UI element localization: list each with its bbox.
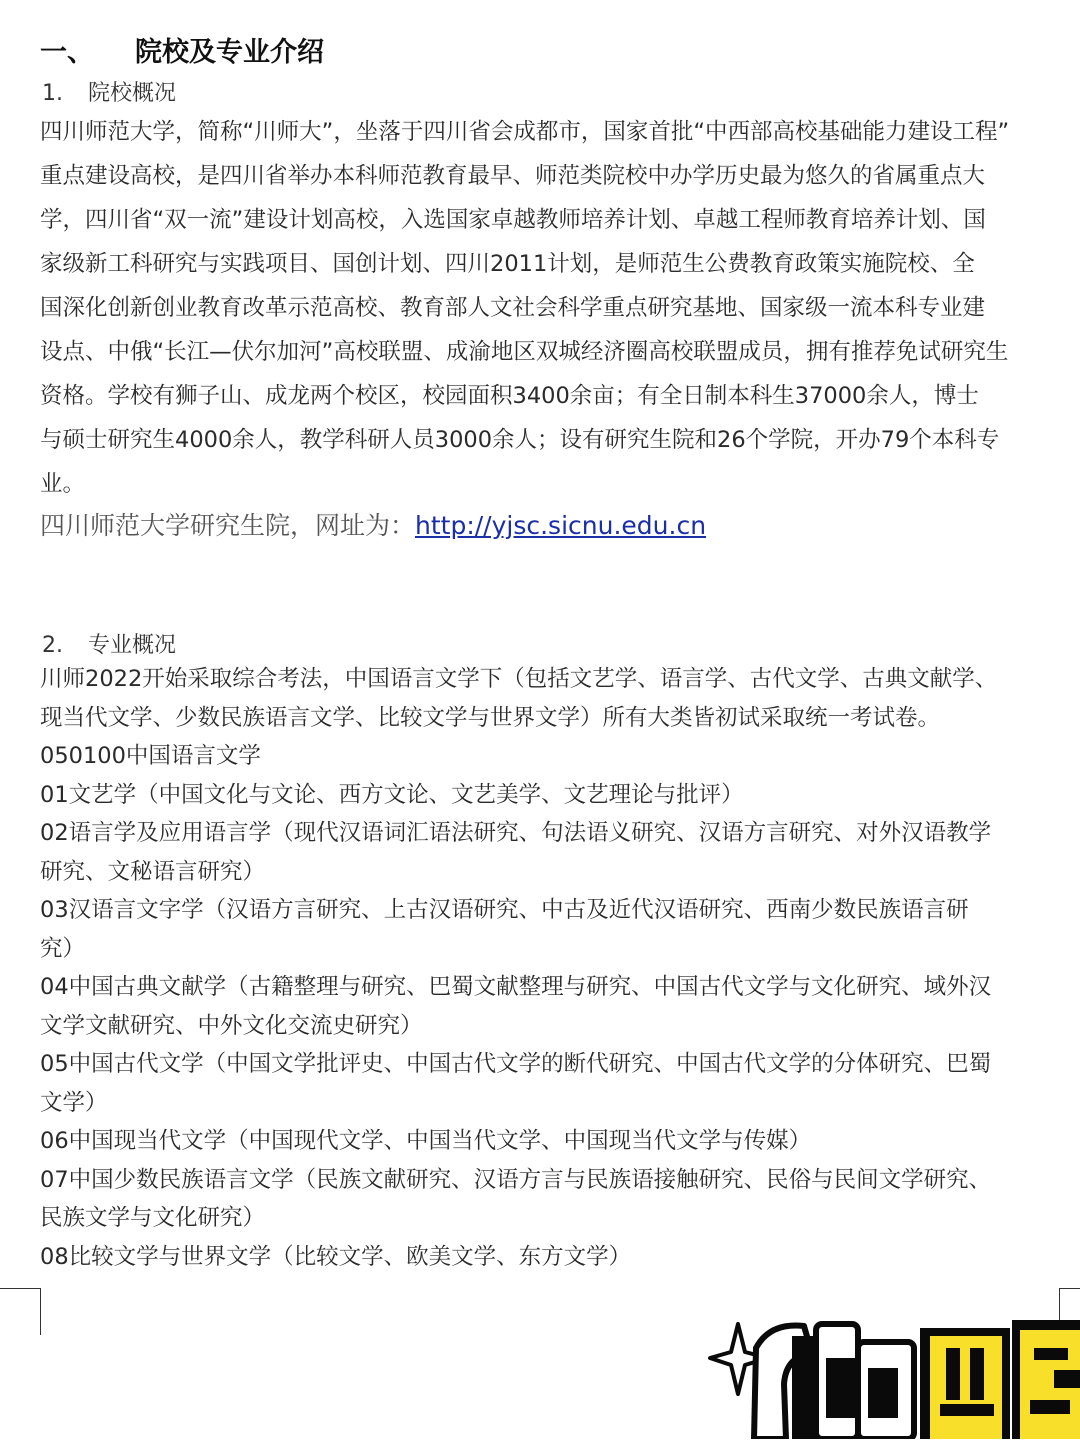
major-line: 文学文献研究、中外文化交流史研究） — [40, 1012, 423, 1039]
intro-line: 国深化创新创业教育改革示范高校、教育部人文社会科学重点研究基地、国家级一流本科专业建 — [40, 295, 986, 321]
major-line: 研究、文秘语言研究） — [40, 858, 266, 885]
website-line — [40, 506, 706, 542]
subsection-title: 院校概况 — [88, 81, 177, 106]
major-line: 04中国古典文献学（古籍整理与研究、巴蜀文献整理与研究、中国古代文学与文化研究、域外汉 — [40, 974, 992, 1000]
major-line: 01文艺学（中国文化与文论、西方文论、文艺美学、文艺理论与批评） — [40, 781, 744, 808]
major-line: 06中国现当代文学（中国现代文学、中国当代文学、中国现当代文学与传媒） — [40, 1128, 812, 1154]
subsection-title: 专业概况 — [88, 633, 177, 658]
intro-line: 与硕士研究生4000余人，教学科研人员3000余人；设有研究生院和26个学院，开办79个本科专 — [40, 427, 1000, 453]
section-number: 一、 — [40, 37, 94, 68]
intro-line: 家级新工科研究与实践项目、国创计划、四川2011计划，是师范生公费教育政策实施院校、全 — [40, 251, 975, 277]
major-line: 02语言学及应用语言学（现代汉语词汇语法研究、句法语义研究、汉语方言研究、对外汉语教学 — [40, 820, 992, 846]
subsection-number: 2. — [42, 633, 63, 658]
intro-line: 四川师范大学，简称“川师大”，坐落于四川省会成都市，国家首批“中西部高校基础能力建设工程” — [40, 119, 1010, 145]
subsection-heading-school — [42, 76, 176, 107]
major-line: 民族文学与文化研究） — [40, 1205, 266, 1231]
major-line: 究） — [40, 935, 86, 962]
intro-line: 学，四川省“双一流”建设计划高校，入选国家卓越教师培养计划、卓越工程师教育培养计划、国 — [40, 207, 986, 233]
website-label: 四川师范大学研究生院，网址为： — [40, 511, 416, 540]
intro-line: 设点、中俄“长江—伏尔加河”高校联盟、成渝地区双城经济圈高校联盟成员，拥有推荐免试研究生 — [40, 339, 1009, 365]
logo-mark — [708, 1318, 1080, 1439]
subsection-number: 1. — [42, 81, 63, 106]
major-line: 050100中国语言文学 — [40, 743, 261, 769]
major-line: 05中国古代文学（中国文学批评史、中国古代文学的断代研究、中国古代文学的分体研究、巴蜀 — [40, 1051, 992, 1077]
major-line: 07中国少数民族语言文学（民族文献研究、汉语方言与民族语接触研究、民俗与民间文学研究、 — [40, 1166, 992, 1193]
intro-line: 重点建设高校，是四川省举办本科师范教育最早、师范类院校中办学历史最为悠久的省属重点大 — [40, 163, 986, 189]
major-list — [40, 660, 1070, 1276]
intro-line: 业。 — [40, 471, 86, 497]
logo-graphic — [708, 1318, 1080, 1439]
major-line: 08比较文学与世界文学（比较文学、欧美文学、东方文学） — [40, 1243, 632, 1270]
major-line: 现当代文学、少数民族语言文学、比较文学与世界文学）所有大类皆初试采取统一考试卷。 — [40, 704, 941, 731]
page-corner-mark-left — [0, 1288, 41, 1335]
school-intro-paragraph — [40, 110, 1065, 506]
logo-glyph-2 — [920, 1320, 1080, 1439]
logo-glyph-1 — [754, 1324, 914, 1439]
major-line: 川师2022开始采取综合考法，中国语言文学下（包括文艺学、语言学、古代文学、古典文献学、 — [40, 666, 998, 692]
major-line: 03汉语言文字学（汉语方言研究、上古汉语研究、中古及近代汉语研究、西南少数民族语言研 — [40, 897, 969, 923]
section-heading — [40, 30, 324, 69]
major-line: 文学） — [40, 1089, 108, 1116]
subsection-heading-major — [42, 628, 176, 659]
section-title: 院校及专业介绍 — [135, 37, 324, 68]
website-link[interactable]: http://yjsc.sicnu.edu.cn — [415, 511, 707, 540]
intro-line: 资格。学校有狮子山、成龙两个校区，校园面积3400余亩；有全日制本科生37000余人，博士 — [40, 383, 979, 409]
